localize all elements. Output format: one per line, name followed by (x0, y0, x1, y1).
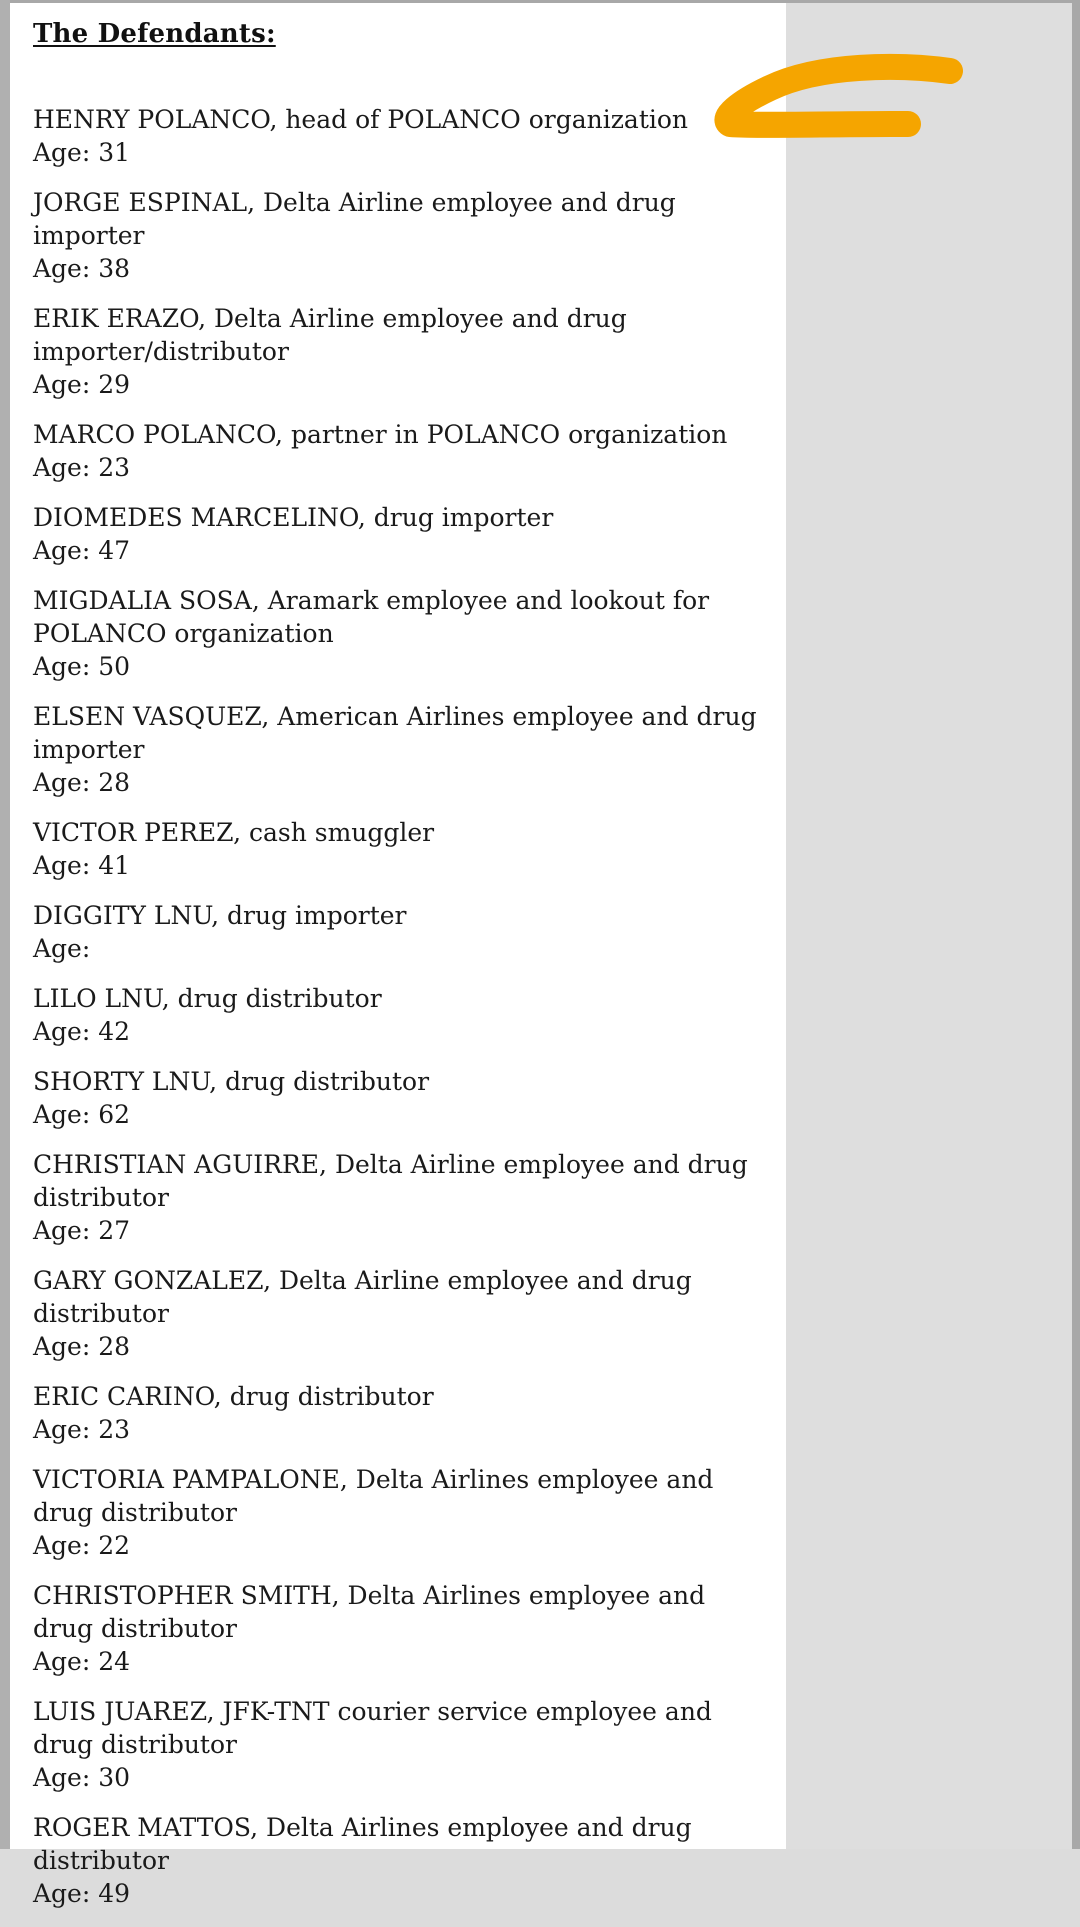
defendant-list (33, 103, 773, 1927)
age-value: 22 (98, 1531, 131, 1560)
age-label: Age: (33, 1531, 91, 1560)
age-label: Age: (33, 453, 91, 482)
defendant-description: CHRISTOPHER SMITH, Delta Airlines employee and drug distributor (33, 1581, 706, 1643)
age-label: Age: (33, 1100, 91, 1129)
age-value: 28 (98, 768, 131, 797)
defendant-entry (33, 1811, 773, 1910)
defendant-age (33, 1214, 773, 1247)
defendant-description: HENRY POLANCO, head of POLANCO organization (33, 105, 689, 134)
defendant-entry (33, 816, 773, 882)
defendant-entry (33, 1065, 773, 1131)
defendant-entry (33, 1148, 773, 1247)
age-value: 62 (98, 1100, 131, 1129)
age-value: 23 (98, 453, 131, 482)
orange-highlighter-mark (700, 40, 980, 150)
age-value: 41 (98, 851, 131, 880)
highlighter-stroke (727, 67, 950, 125)
defendant-entry (33, 1380, 773, 1446)
defendant-age (33, 1645, 773, 1678)
age-label: Age: (33, 1763, 91, 1792)
age-label: Age: (33, 851, 91, 880)
age-value: 31 (98, 138, 131, 167)
defendant-age (33, 1098, 773, 1131)
age-value: 30 (98, 1763, 131, 1792)
defendant-age (33, 1761, 773, 1794)
defendant-age (33, 766, 773, 799)
age-label: Age: (33, 934, 91, 963)
defendant-age (33, 252, 773, 285)
age-label: Age: (33, 254, 91, 283)
age-label: Age: (33, 1216, 91, 1245)
defendant-age (33, 1015, 773, 1048)
defendant-entry (33, 700, 773, 799)
defendant-age (33, 1877, 773, 1910)
right-margin-panel (786, 3, 1072, 1849)
defendant-description: MIGDALIA SOSA, Aramark employee and lookout for POLANCO organization (33, 586, 710, 648)
defendant-entry (33, 1463, 773, 1562)
defendant-age (33, 368, 773, 401)
defendant-age (33, 1413, 773, 1446)
age-value: 47 (98, 536, 131, 565)
defendant-description: ERIK ERAZO, Delta Airline employee and drug importer/distributor (33, 304, 627, 366)
age-label: Age: (33, 536, 91, 565)
age-value: 38 (98, 254, 131, 283)
age-value: 49 (98, 1879, 131, 1908)
age-label: Age: (33, 768, 91, 797)
defendant-entry (33, 302, 773, 401)
age-label: Age: (33, 1415, 91, 1444)
defendant-description: JORGE ESPINAL, Delta Airline employee and drug importer (33, 188, 676, 250)
age-label: Age: (33, 1017, 91, 1046)
defendant-description: VICTOR PEREZ, cash smuggler (33, 818, 435, 847)
defendant-description: DIOMEDES MARCELINO, drug importer (33, 503, 554, 532)
defendant-description: MARCO POLANCO, partner in POLANCO organization (33, 420, 728, 449)
age-value: 29 (98, 370, 131, 399)
page-title: The Defendants: (33, 19, 276, 49)
defendant-entry (33, 1264, 773, 1363)
defendant-age (33, 1529, 773, 1562)
defendant-description: CHRISTIAN AGUIRRE, Delta Airline employee and drug distributor (33, 1150, 748, 1212)
defendant-description: DIGGITY LNU, drug importer (33, 901, 407, 930)
age-label: Age: (33, 652, 91, 681)
defendant-entry (33, 501, 773, 567)
defendant-description: GARY GONZALEZ, Delta Airline employee and drug distributor (33, 1266, 692, 1328)
defendant-age (33, 451, 773, 484)
window-left-border (0, 0, 10, 1849)
defendant-age (33, 932, 773, 965)
defendant-entry (33, 584, 773, 683)
age-value: 42 (98, 1017, 131, 1046)
age-value: 50 (98, 652, 131, 681)
defendant-description: ELSEN VASQUEZ, American Airlines employee and drug importer (33, 702, 757, 764)
defendant-entry (33, 1695, 773, 1794)
age-value: 28 (98, 1332, 131, 1361)
defendant-entry (33, 899, 773, 965)
defendant-age (33, 1330, 773, 1363)
age-label: Age: (33, 1332, 91, 1361)
defendant-age (33, 849, 773, 882)
age-value: 27 (98, 1216, 131, 1245)
document-page (10, 3, 786, 1908)
defendant-description: ROGER MATTOS, Delta Airlines employee and drug distributor (33, 1813, 692, 1875)
defendant-description: LILO LNU, drug distributor (33, 984, 382, 1013)
defendant-age (33, 650, 773, 683)
defendant-entry (33, 103, 773, 169)
defendant-entry (33, 1579, 773, 1678)
defendant-description: VICTORIA PAMPALONE, Delta Airlines employee and drug distributor (33, 1465, 714, 1527)
defendant-entry (33, 186, 773, 285)
age-label: Age: (33, 138, 91, 167)
age-label: Age: (33, 1647, 91, 1676)
defendant-entry (33, 418, 773, 484)
defendant-description: LUIS JUAREZ, JFK-TNT courier service employee and drug distributor (33, 1697, 712, 1759)
defendant-entry (33, 982, 773, 1048)
window-right-border (1072, 0, 1080, 1849)
defendant-description: ERIC CARINO, drug distributor (33, 1382, 434, 1411)
defendant-age (33, 136, 773, 169)
age-label: Age: (33, 370, 91, 399)
age-value: 23 (98, 1415, 131, 1444)
age-label: Age: (33, 1879, 91, 1908)
defendant-age (33, 534, 773, 567)
defendant-description: SHORTY LNU, drug distributor (33, 1067, 430, 1096)
age-value: 24 (98, 1647, 131, 1676)
